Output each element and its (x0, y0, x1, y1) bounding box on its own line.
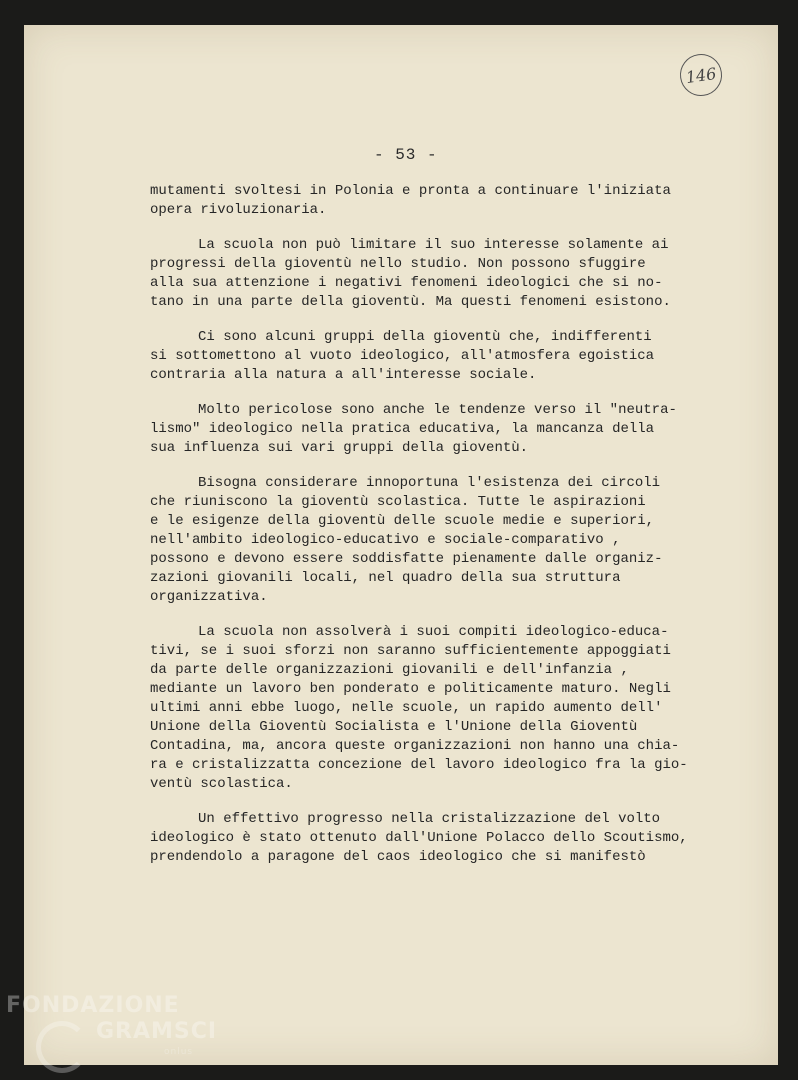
text-line: progressi della gioventù nello studio. Non possono sfuggire (150, 256, 646, 272)
text-line: Molto pericolose sono anche le tendenze verso il "neutra- (198, 402, 677, 418)
text-line: tivi, se i suoi sforzi non saranno sufficientemente appoggiati (150, 643, 671, 659)
text-line: che riuniscono la gioventù scolastica. Tutte le aspirazioni (150, 494, 646, 510)
archive-stamp: 146 (677, 51, 724, 98)
fondazione-gramsci-watermark (6, 993, 218, 1057)
text-line: sua influenza sui vari gruppi della gioventù. (150, 440, 529, 456)
text-line: organizzativa. (150, 589, 268, 605)
text-line: La scuola non può limitare il suo interesse solamente ai (198, 237, 669, 253)
paragraph (150, 401, 765, 458)
text-line: ideologico è stato ottenuto dall'Unione Polacco dello Scoutismo, (150, 830, 688, 846)
text-line: zazioni giovanili locali, nel quadro della sua struttura (150, 570, 621, 586)
text-line: ventù scolastica. (150, 776, 293, 792)
text-line: possono e devono essere soddisfatte pienamente dalle organiz- (150, 551, 663, 567)
text-line: Bisogna considerare innoportuna l'esistenza dei circoli (198, 475, 661, 491)
watermark-suffix: onlus (164, 1047, 194, 1057)
paragraph (150, 623, 765, 794)
text-line: ultimi anni ebbe luogo, nelle scuole, un rapido aumento dell' (150, 700, 663, 716)
paragraph (150, 236, 765, 312)
text-line: Contadina, ma, ancora queste organizzazioni non hanno una chia- (150, 738, 680, 754)
paragraph (150, 474, 765, 607)
document-body (150, 182, 765, 883)
text-line: La scuola non assolverà i suoi compiti ideologico-educa- (198, 624, 669, 640)
paragraph (150, 182, 765, 220)
text-line: e le esigenze della gioventù delle scuole medie e superiori, (150, 513, 655, 529)
text-line: ra e cristalizzatta concezione del lavoro ideologico fra la gio- (150, 757, 688, 773)
text-line: alla sua attenzione i negativi fenomeni ideologici che si no- (150, 275, 663, 291)
watermark-logo-icon (36, 1021, 88, 1073)
page-number: - 53 - (374, 146, 438, 164)
watermark-line-2: GRAMSCI (96, 1019, 218, 1044)
text-line: mutamenti svoltesi in Polonia e pronta a continuare l'iniziata (150, 183, 671, 199)
paragraph (150, 328, 765, 385)
text-line: opera rivoluzionaria. (150, 202, 327, 218)
watermark-line-1: FONDAZIONE (6, 993, 180, 1018)
text-line: prendendolo a paragone del caos ideologico che si manifestò (150, 849, 646, 865)
text-line: tano in una parte della gioventù. Ma questi fenomeni esistono. (150, 294, 671, 310)
document-page (24, 25, 778, 1065)
text-line: contraria alla natura a all'interesse sociale. (150, 367, 537, 383)
text-line: Un effettivo progresso nella cristalizzazione del volto (198, 811, 661, 827)
text-line: Unione della Gioventù Socialista e l'Unione della Gioventù (150, 719, 638, 735)
paragraph (150, 810, 765, 867)
text-line: nell'ambito ideologico-educativo e sociale-comparativo , (150, 532, 621, 548)
text-line: mediante un lavoro ben ponderato e politicamente maturo. Negli (150, 681, 671, 697)
text-line: Ci sono alcuni gruppi della gioventù che, indifferenti (198, 329, 652, 345)
text-line: da parte delle organizzazioni giovanili e dell'infanzia , (150, 662, 629, 678)
text-line: si sottomettono al vuoto ideologico, all'atmosfera egoistica (150, 348, 655, 364)
text-line: lismo" ideologico nella pratica educativa, la mancanza della (150, 421, 655, 437)
